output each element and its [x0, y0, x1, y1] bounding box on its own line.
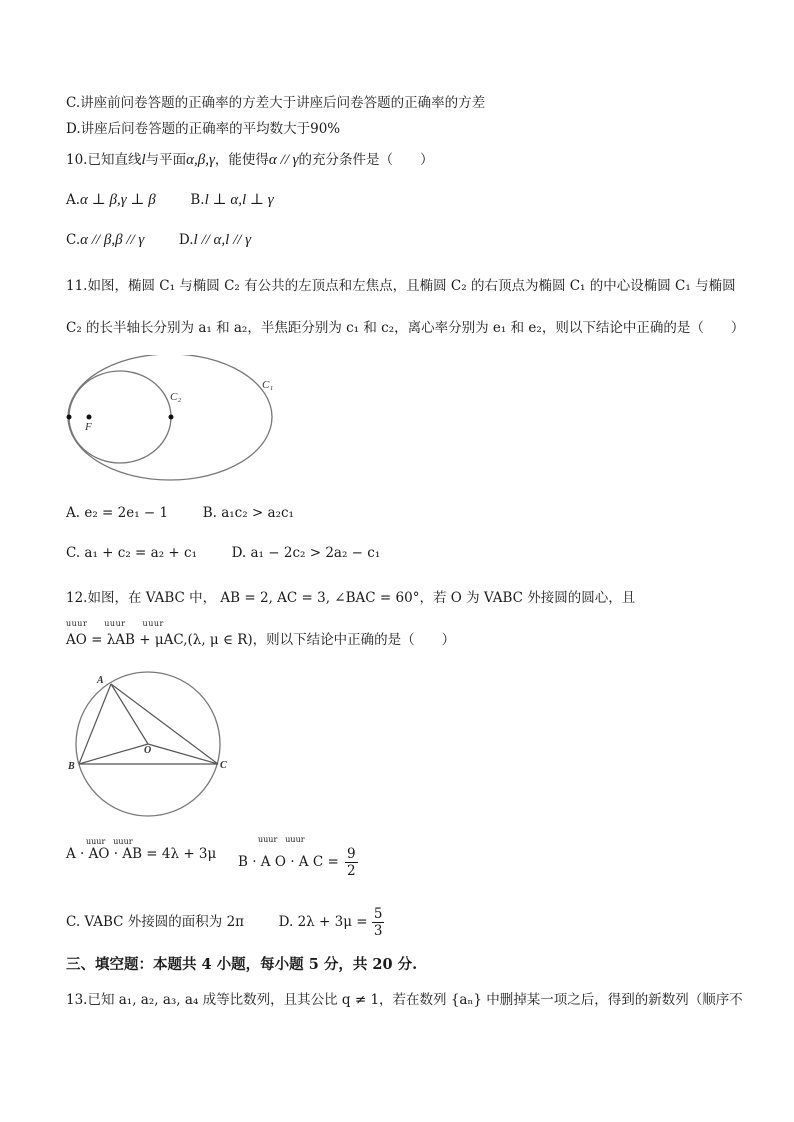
- q11-stem-line1: 11.如图，椭圆 C₁ 与椭圆 C₂ 有公共的左顶点和左焦点，且椭圆 C₂ 的右顶点为椭圆 C₁ 的中心设椭圆 C₁ 与椭圆: [66, 278, 736, 294]
- q12-options-cd: [66, 906, 384, 939]
- q12-option-d-numerator: 5: [373, 906, 383, 922]
- q12-option-b-marks: uuur uuur: [258, 835, 305, 844]
- q12-option-d-denominator: 3: [373, 923, 383, 940]
- c2-right-vertex-point: [169, 415, 174, 420]
- q10-option-a: A.α ⊥ β,γ ⊥ β: [66, 192, 156, 208]
- segment-ao: [111, 684, 148, 744]
- q10-options-ab: [66, 190, 274, 209]
- q11-option-d: D. a₁ − 2c₂ > 2a₂ − c₁: [231, 545, 381, 561]
- q12-option-b-denominator: 2: [347, 863, 356, 880]
- q10-option-c: C.α // β,β // γ: [66, 232, 145, 248]
- q11-stem-line2: C₂ 的长半轴长分别为 a₁ 和 a₂，半焦距分别为 c₁ 和 c₂，离心率分别为 e₁ 和 e₂，则以下结论中正确的是（ ）: [66, 320, 745, 336]
- ellipse-c2: [69, 371, 171, 463]
- q12-option-d: D. 2λ + 3μ = $\frac{5}{3}$: [278, 906, 383, 940]
- label-c1: C₁: [262, 379, 274, 391]
- q10-option-d: D.l // α,l // γ: [178, 232, 252, 248]
- q10-stem: 10.已知直线l与平面α,β,γ，能使得α // γ的充分条件是（ ）: [66, 152, 434, 168]
- label-c2: C₂: [170, 391, 182, 403]
- q11-option-c: C. a₁ + c₂ = a₂ + c₁: [66, 545, 197, 561]
- q13-stem-line1: 13.已知 a₁, a₂, a₃, a₄ 成等比数列，且其公比 q ≠ 1，若在数列 {aₙ} 中删掉某一项之后，得到的新数列（顺序不: [66, 992, 743, 1008]
- q9-option-d: D.讲座后问卷答题的正确率的平均数大于90%: [66, 121, 341, 137]
- label-a: A: [97, 675, 104, 686]
- q12-stem-line2: AO = λAB + μAC,(λ, μ ∈ R)，则以下结论中正确的是（ ）: [66, 632, 456, 648]
- q11-option-b: B. a₁c₂ > a₂c₁: [202, 505, 294, 521]
- q11-ellipse-figure: [58, 355, 283, 495]
- q10-options-cd: [66, 232, 251, 249]
- q12-option-b: B · A O · A C = $\frac{9}{2}$: [238, 846, 356, 880]
- focus-point: [87, 415, 92, 420]
- q12-stem-line1: 12.如图，在 VABC 中， AB = 2, AC = 3, ∠BAC = 60°，若 O 为 VABC 外接圆的圆心，且: [66, 590, 636, 606]
- q11-option-a: A. e₂ = 2e₁ − 1: [66, 505, 169, 521]
- q12-option-c: C. VABC 外接圆的面积为 2π: [66, 914, 245, 931]
- q12-option-a: A · AO · AB = 4λ + 3μ: [66, 846, 217, 862]
- q12-option-a-marks: uuur uuur: [86, 837, 133, 846]
- q12-option-b-numerator: 9: [347, 846, 356, 862]
- label-b: B: [68, 761, 75, 772]
- label-o: O: [144, 745, 152, 756]
- q9-option-c: C.讲座前问卷答题的正确率的方差大于讲座后问卷答题的正确率的方差: [66, 95, 486, 111]
- left-vertex-point: [67, 415, 72, 420]
- q10-option-b: B.l ⊥ α,l ⊥ γ: [190, 192, 274, 208]
- q12-circle-figure: [66, 665, 246, 825]
- section-3-heading: 三、填空题：本题共 4 小题，每小题 5 分，共 20 分.: [66, 956, 418, 973]
- q11-options-ab: [66, 505, 294, 521]
- segment-co: [148, 744, 218, 764]
- label-c: C: [220, 760, 227, 771]
- segment-bo: [79, 744, 148, 764]
- label-f: F: [85, 421, 92, 433]
- q11-options-cd: [66, 545, 380, 561]
- q12-vector-marks: uuur uuur uuur: [66, 619, 164, 628]
